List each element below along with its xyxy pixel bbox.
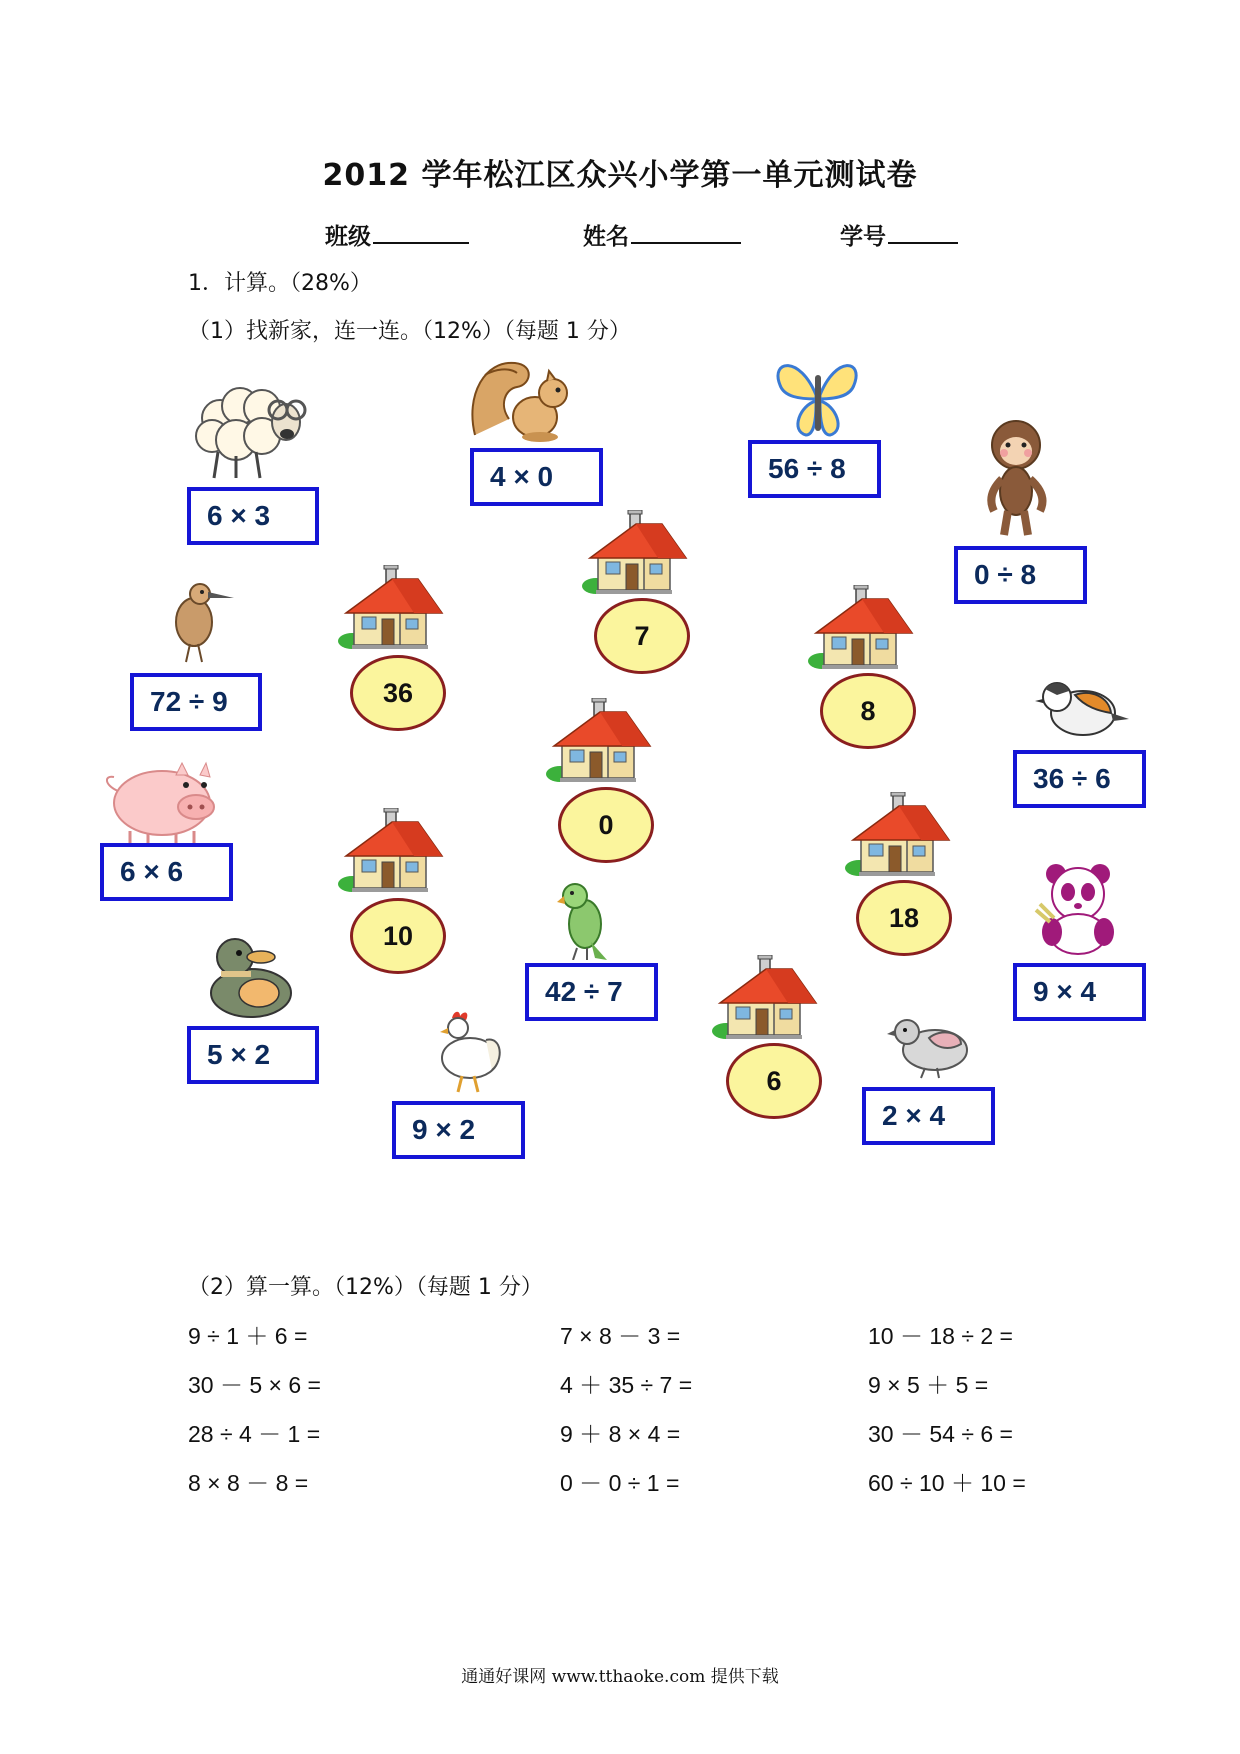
house-icon — [582, 510, 692, 600]
calc-item: 9 × 5 ＋ 5 = — [868, 1372, 989, 1398]
class-field — [325, 218, 469, 251]
class-label: 班级 — [325, 224, 371, 250]
answer-oval[interactable]: 0 — [558, 787, 654, 863]
duck-icon — [205, 935, 300, 1020]
squirrel-icon — [465, 355, 580, 445]
id-label: 学号 — [840, 224, 886, 250]
house-icon — [712, 955, 822, 1045]
expr-text: 42 ÷ 7 — [545, 976, 623, 1007]
answer-oval[interactable]: 8 — [820, 673, 916, 749]
house-icon — [845, 792, 955, 882]
house-icon — [338, 808, 448, 898]
answer-oval[interactable]: 7 — [594, 598, 690, 674]
calc-item: 30 － 54 ÷ 6 = — [868, 1421, 1013, 1447]
calc-item: 8 × 8 － 8 = — [188, 1470, 309, 1496]
calc-item: 60 ÷ 10 ＋ 10 = — [868, 1470, 1026, 1496]
name-blank[interactable] — [631, 222, 741, 244]
expr-box-rooster[interactable] — [392, 1101, 525, 1159]
expr-text: 56 ÷ 8 — [768, 453, 846, 484]
expr-box-dove[interactable] — [862, 1087, 995, 1145]
expr-box-monkey[interactable] — [954, 546, 1087, 604]
expr-text: 2 × 4 — [882, 1100, 946, 1131]
bird-icon — [160, 580, 235, 665]
house-icon — [338, 565, 448, 655]
answer-oval[interactable]: 18 — [856, 880, 952, 956]
parrot-icon — [555, 880, 615, 960]
expr-text: 5 × 2 — [207, 1039, 271, 1070]
calc-item: 7 × 8 － 3 = — [560, 1323, 681, 1349]
part-1-heading: （1）找新家，连一连。（12%）（每题 1 分） — [188, 319, 631, 344]
expr-box-duck[interactable] — [187, 1026, 319, 1084]
expr-box-bird[interactable] — [130, 673, 262, 731]
expr-text: 4 × 0 — [490, 461, 554, 492]
section-1-heading: 1．计算。（28%） — [188, 271, 372, 296]
house-icon — [546, 698, 656, 788]
calc-item: 30 － 5 × 6 = — [188, 1372, 321, 1398]
expr-text: 9 × 2 — [412, 1114, 476, 1145]
answer-oval[interactable]: 36 — [350, 655, 446, 731]
butterfly-icon — [770, 355, 865, 440]
id-blank[interactable] — [888, 222, 958, 244]
name-field — [583, 218, 741, 251]
expr-text: 6 × 6 — [120, 856, 184, 887]
expr-text: 6 × 3 — [207, 500, 271, 531]
answer-oval[interactable]: 10 — [350, 898, 446, 974]
expr-box-panda[interactable] — [1013, 963, 1146, 1021]
calc-item: 9 ÷ 1 ＋ 6 = — [188, 1323, 308, 1349]
expr-text: 9 × 4 — [1033, 976, 1097, 1007]
dove-icon — [885, 1010, 975, 1080]
monkey-icon — [980, 415, 1055, 540]
page-title: 2012 学年松江区众兴小学第一单元测试卷 — [322, 158, 918, 193]
class-blank[interactable] — [373, 222, 469, 244]
expr-text: 72 ÷ 9 — [150, 686, 228, 717]
expr-box-sheep[interactable] — [187, 487, 319, 545]
house-icon — [808, 585, 918, 675]
part-2-heading: （2）算一算。（12%）（每题 1 分） — [188, 1275, 543, 1300]
calc-item: 28 ÷ 4 － 1 = — [188, 1421, 321, 1447]
pig-icon — [100, 755, 230, 845]
sparrow-icon — [1035, 675, 1130, 740]
footer-text: 通通好课网 www.tthaoke.com 提供下载 — [461, 1667, 779, 1687]
expr-box-pig[interactable] — [100, 843, 233, 901]
answer-oval[interactable]: 6 — [726, 1043, 822, 1119]
calc-item: 10 － 18 ÷ 2 = — [868, 1323, 1013, 1349]
expr-box-squirrel[interactable] — [470, 448, 603, 506]
calc-item: 9 ＋ 8 × 4 = — [560, 1421, 681, 1447]
rooster-icon — [430, 1010, 505, 1095]
calc-item: 4 ＋ 35 ÷ 7 = — [560, 1372, 693, 1398]
expr-text: 0 ÷ 8 — [974, 559, 1037, 590]
expr-box-sparrow[interactable] — [1013, 750, 1146, 808]
expr-text: 36 ÷ 6 — [1033, 763, 1111, 794]
name-label: 姓名 — [583, 224, 629, 250]
expr-box-parrot[interactable] — [525, 963, 658, 1021]
expr-box-butterfly[interactable] — [748, 440, 881, 498]
panda-icon — [1030, 860, 1125, 955]
sheep-icon — [190, 378, 315, 483]
calc-item: 0 － 0 ÷ 1 = — [560, 1470, 680, 1496]
id-field — [840, 218, 958, 251]
